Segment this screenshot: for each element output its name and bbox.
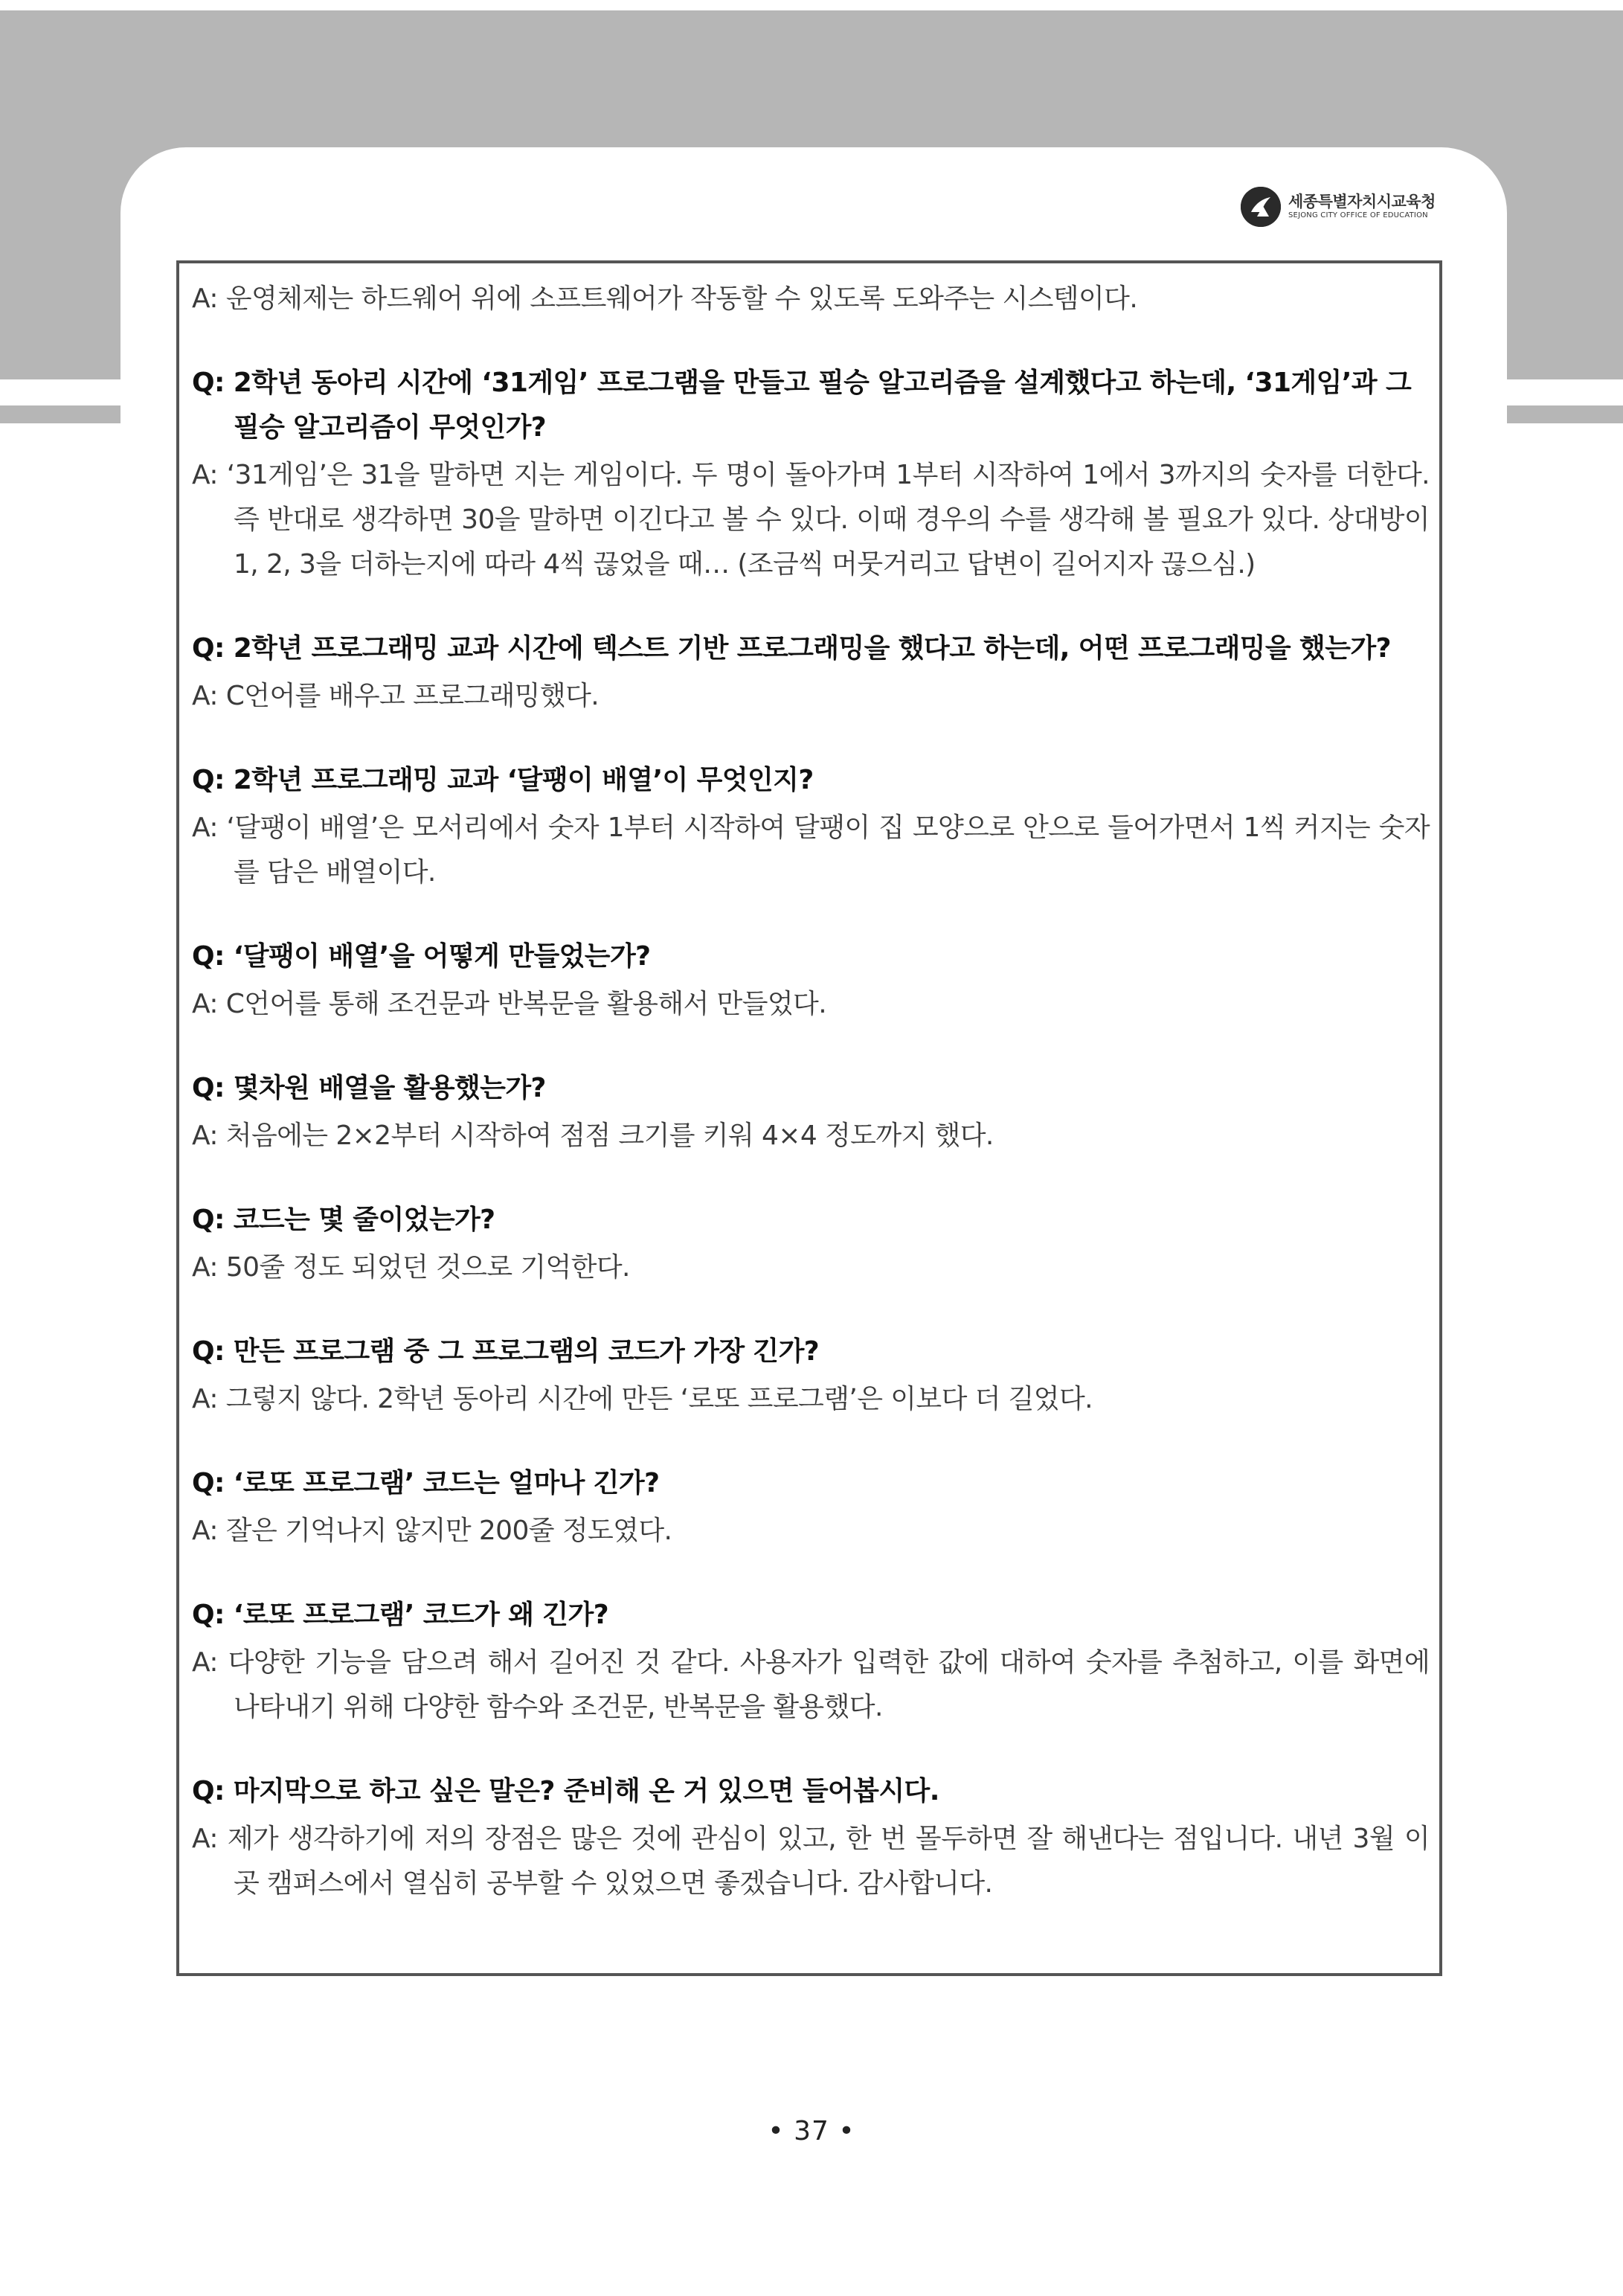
answer: A: 처음에는 2×2부터 시작하여 점점 크기를 키워 4×4 정도까지 했다. — [192, 1120, 994, 1151]
header-stripe-left — [0, 389, 120, 400]
answer: A: 그렇지 않다. 2학년 동아리 시간에 만든 ‘로또 프로그램’은 이보다 더 길었다. — [192, 1384, 1093, 1414]
side-bar-left — [0, 405, 120, 423]
answer: A: C언어를 배우고 프로그래밍했다. — [192, 681, 600, 711]
org-logo — [1241, 185, 1436, 229]
header-stripe-right — [1507, 389, 1623, 400]
question: Q: 코드는 몇 줄이었는가? — [192, 1205, 495, 1235]
org-name-ko: 세종특별자치시교육청 — [1288, 193, 1436, 211]
answer: A: 50줄 정도 되었던 것으로 기억한다. — [192, 1252, 630, 1283]
top-rule — [0, 0, 1623, 10]
question: Q: ‘달팽이 배열’을 어떻게 만들었는가? — [192, 941, 651, 972]
question: Q: 2학년 동아리 시간에 ‘31게임’ 프로그램을 만들고 필승 알고리즘을 설계했다고 하는데, ‘31게임’과 그 필승 알고리즘이 무엇인가? — [192, 368, 1412, 443]
question: Q: ‘로또 프로그램’ 코드가 왜 긴가? — [192, 1600, 609, 1630]
question: Q: ‘로또 프로그램’ 코드는 얼마나 긴가? — [192, 1468, 660, 1498]
question: Q: 2학년 프로그래밍 교과 ‘달팽이 배열’이 무엇인지? — [192, 765, 814, 795]
page-number: • 37 • — [768, 2116, 855, 2146]
org-name-en: SEJONG CITY OFFICE OF EDUCATION — [1288, 211, 1428, 219]
answer: A: C언어를 통해 조건문과 반복문을 활용해서 만들었다. — [192, 989, 827, 1019]
question: Q: 만든 프로그램 중 그 프로그램의 코드가 가장 긴가? — [192, 1336, 820, 1367]
question: Q: 몇차원 배열을 활용했는가? — [192, 1073, 546, 1103]
answer: A: ‘31게임’은 31을 말하면 지는 게임이다. 두 명이 돌아가며 1부터 시작하여 1에서 3까지의 숫자를 더한다. 즉 반대로 생각하면 30을 말하면 이긴다고 볼 수 있다. 이때 경우의 수를 생각해 볼 필요가 있다. 상대방이 1, 2, 3을 더하는지에 따라 4씩 끊었을 때… (조금씩 머뭇거리고 답변이 길어지자 끊으심.) — [192, 460, 1430, 580]
qa-list — [192, 277, 1430, 1906]
answer: A: 다양한 기능을 담으려 해서 길어진 것 같다. 사용자가 입력한 값에 대하여 숫자를 추첨하고, 이를 화면에 나타내기 위해 다양한 함수와 조건문, 반복문을 활용했다. — [192, 1647, 1430, 1722]
answer: A: 잘은 기억나지 않지만 200줄 정도였다. — [192, 1516, 672, 1546]
question: Q: 2학년 프로그래밍 교과 시간에 텍스트 기반 프로그래밍을 했다고 하는데, 어떤 프로그래밍을 했는가? — [192, 633, 1391, 664]
answer: A: 제가 생각하기에 저의 장점은 많은 것에 관심이 있고, 한 번 몰두하면 잘 해낸다는 점입니다. 내년 3월 이곳 캠퍼스에서 열심히 공부할 수 있었으면 좋겠습니다. 감사합니다. — [192, 1824, 1430, 1899]
emblem-icon — [1241, 187, 1281, 227]
question: Q: 마지막으로 하고 싶은 말은? 준비해 온 거 있으면 들어봅시다. — [192, 1776, 939, 1806]
answer: A: ‘달팽이 배열’은 모서리에서 숫자 1부터 시작하여 달팽이 집 모양으로 안으로 들어가면서 1씩 커지는 숫자를 담은 배열이다. — [192, 812, 1430, 888]
answer: A: 운영체제는 하드웨어 위에 소프트웨어가 작동할 수 있도록 도와주는 시스템이다. — [192, 283, 1138, 314]
side-bar-right — [1507, 405, 1623, 423]
